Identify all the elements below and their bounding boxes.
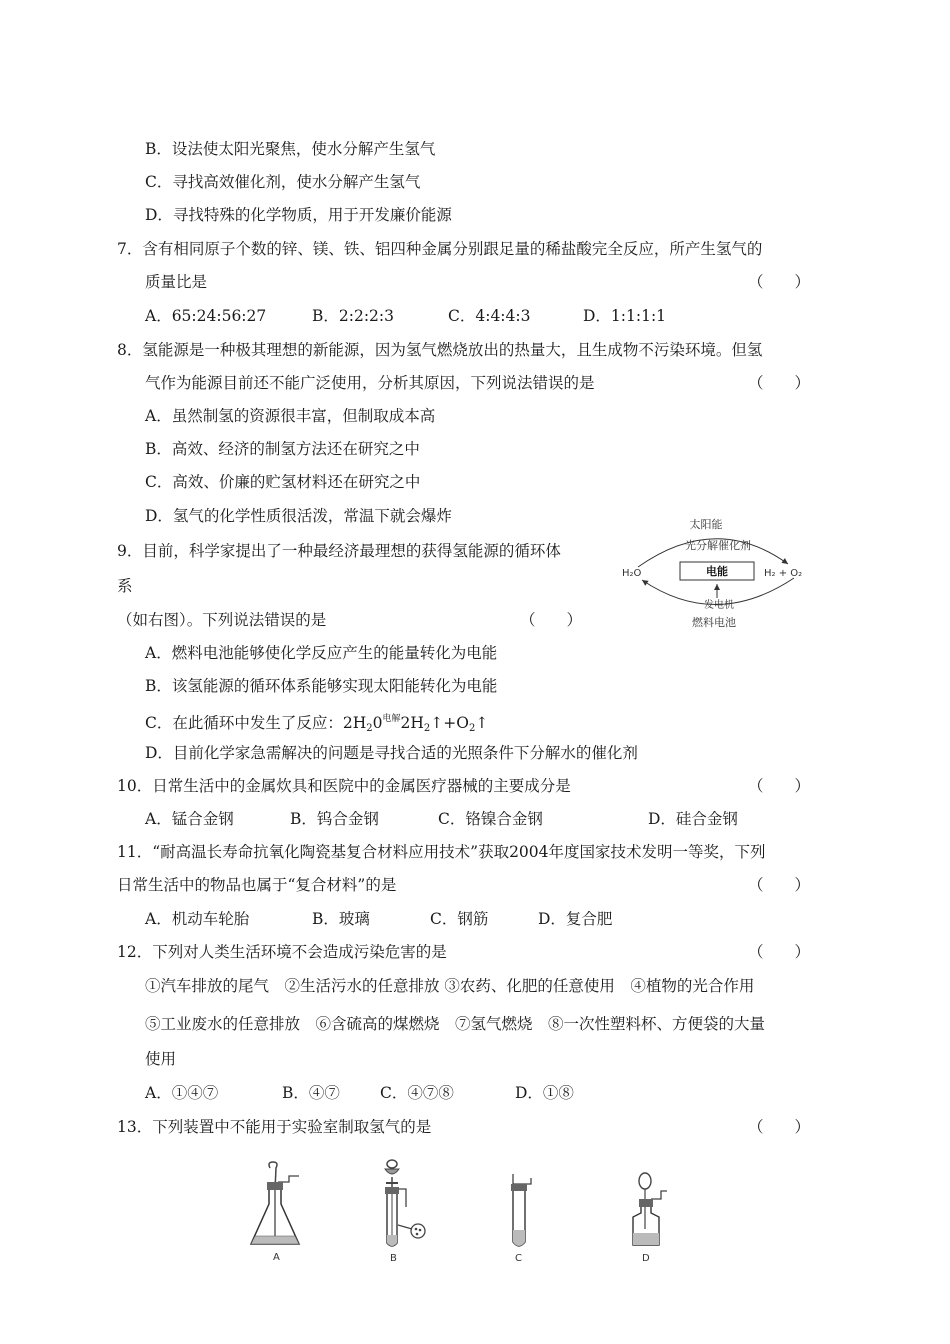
- q12-option-b: B．④⑦: [282, 1084, 340, 1102]
- q9-stem-line2: 系: [117, 577, 133, 595]
- q10-answer-paren: （ ）: [748, 777, 811, 795]
- q9-c-mid3: ↑+O: [430, 714, 469, 732]
- apparatus-a-label: A: [273, 1252, 280, 1263]
- q10-option-b: B．钨合金钢: [290, 810, 379, 828]
- q9-option-b: B．该氢能源的循环体系能够实现太阳能转化为电能: [145, 677, 498, 695]
- q7-option-a: A．65:24:56:27: [145, 307, 267, 325]
- q7-option-c: C．4:4:4:3: [448, 307, 531, 325]
- q12-option-a: A．①④⑦: [145, 1084, 219, 1102]
- q7-stem-line1: 7．含有相同原子个数的锌、镁、铁、铝四种金属分别跟足量的稀盐酸完全反应，所产生氢气的: [117, 240, 763, 258]
- q6-option-b: B．设法使太阳光聚焦，使水分解产生氢气: [145, 140, 436, 158]
- q10-option-c: C．铬镍合金钢: [438, 810, 543, 828]
- q9-c-text: C．在此循环中发生了反应：2H: [145, 714, 367, 732]
- q9-answer-paren: （ ）: [520, 611, 583, 629]
- q11-answer-paren: （ ）: [748, 876, 811, 894]
- q9-option-d: D．目前化学家急需解决的问题是寻找合适的光照条件下分解水的催化剂: [145, 744, 638, 762]
- q9-c-mid1: 0: [372, 714, 383, 732]
- q12-stem-line1: 12．下列对人类生活环境不会造成污染危害的是: [117, 943, 447, 961]
- q11-stem-line1: 11．“耐高温长寿命抗氧化陶瓷基复合材料应用技术”获取2004年度国家技术发明一等奖，下列: [117, 843, 766, 861]
- q12-items-line1: ①汽车排放的尾气 ②生活污水的任意排放 ③农药、化肥的任意使用 ④植物的光合作用: [145, 977, 755, 995]
- apparatus-c-label: C: [515, 1253, 522, 1264]
- q12-option-d: D．①⑧: [515, 1084, 574, 1102]
- q10-option-d: D．硅合金钢: [648, 810, 738, 828]
- q11-option-b: B．玻璃: [312, 910, 370, 928]
- q9-stem-line3: （如右图）。下列说法错误的是: [117, 611, 327, 629]
- q11-stem-line2: 日常生活中的物品也属于“复合材料”的是: [117, 876, 397, 894]
- apparatus-c-tube-icon: [505, 1170, 535, 1265]
- q12-items-line3: 使用: [145, 1050, 177, 1068]
- q11-option-c: C．钢筋: [430, 910, 489, 928]
- q9-option-c: [145, 708, 488, 740]
- q8-stem-line2: 气作为能源目前还不能广泛使用，分析其原因，下列说法错误的是: [145, 374, 595, 392]
- q9-c-sub2: 2: [423, 723, 431, 734]
- q10-option-a: A．锰合金钢: [145, 810, 234, 828]
- q12-items-line2: ⑤工业废水的任意排放 ⑥含硫高的煤燃烧 ⑦氢气燃烧 ⑧一次性塑料杯、方便袋的大量: [145, 1015, 766, 1033]
- q9-stem-line1: 9．目前，科学家提出了一种最经济最理想的获得氢能源的循环体: [117, 542, 561, 560]
- q9-c-condition: 电解: [382, 714, 401, 724]
- apparatus-b-tube-icon: [372, 1155, 442, 1265]
- diagram-fuelcell-label: 燃料电池: [692, 616, 736, 629]
- q13-stem-line1: 13．下列装置中不能用于实验室制取氢气的是: [117, 1118, 432, 1136]
- apparatus-a-flask-icon: [245, 1160, 305, 1265]
- q6-option-d: D．寻找特殊的化学物质，用于开发廉价能源: [145, 206, 452, 224]
- q8-answer-paren: （ ）: [748, 374, 811, 392]
- q6-option-c: C．寻找高效催化剂，使水分解产生氢气: [145, 173, 421, 191]
- diagram-catalyst-label: 光分解催化剂: [685, 539, 751, 552]
- q7-option-b: B．2:2:2:3: [312, 307, 395, 325]
- diagram-generator-label: 发电机: [704, 600, 734, 611]
- q7-answer-paren: （ ）: [748, 273, 811, 291]
- diagram-products-label: H₂ + O₂: [764, 568, 803, 579]
- q8-stem-line1: 8．氢能源是一种极其理想的新能源，因为氢气燃烧放出的热量大，且生成物不污染环境。但氢: [117, 341, 763, 359]
- q13-answer-paren: （ ）: [748, 1118, 811, 1136]
- q7-option-d: D．1:1:1:1: [583, 307, 667, 325]
- q9-c-sub1: 2: [366, 723, 373, 734]
- apparatus-d-label: D: [642, 1253, 650, 1264]
- q7-stem-line2: 质量比是: [145, 273, 208, 291]
- q12-answer-paren: （ ）: [748, 943, 811, 961]
- q12-option-c: C．④⑦⑧: [380, 1084, 454, 1102]
- q8-option-b: B．高效、经济的制氢方法还在研究之中: [145, 440, 420, 458]
- q8-option-c: C．高效、价廉的贮氢材料还在研究之中: [145, 473, 421, 491]
- q9-c-end: ↑: [475, 714, 489, 732]
- apparatus-b-label: B: [390, 1253, 397, 1264]
- q9-option-a: A．燃料电池能够使化学反应产生的能量转化为电能: [145, 644, 498, 662]
- diagram-electric-label: 电能: [706, 565, 728, 578]
- apparatus-d-bottle-icon: [625, 1165, 675, 1265]
- q8-option-a: A．虽然制氢的资源很丰富，但制取成本高: [145, 407, 436, 425]
- q11-option-d: D．复合肥: [538, 910, 613, 928]
- diagram-sun-label: 太阳能: [689, 518, 723, 531]
- diagram-water-label: H₂O: [622, 568, 642, 579]
- q10-stem-line1: 10．日常生活中的金属炊具和医院中的金属医疗器械的主要成分是: [117, 777, 571, 795]
- q8-option-d: D．氢气的化学性质很活泼，常温下就会爆炸: [145, 507, 452, 525]
- q9-c-mid2: 2H: [400, 714, 424, 732]
- q11-option-a: A．机动车轮胎: [145, 910, 250, 928]
- hydrogen-cycle-diagram: [618, 512, 814, 632]
- q9-c-sub3: 2: [468, 723, 476, 734]
